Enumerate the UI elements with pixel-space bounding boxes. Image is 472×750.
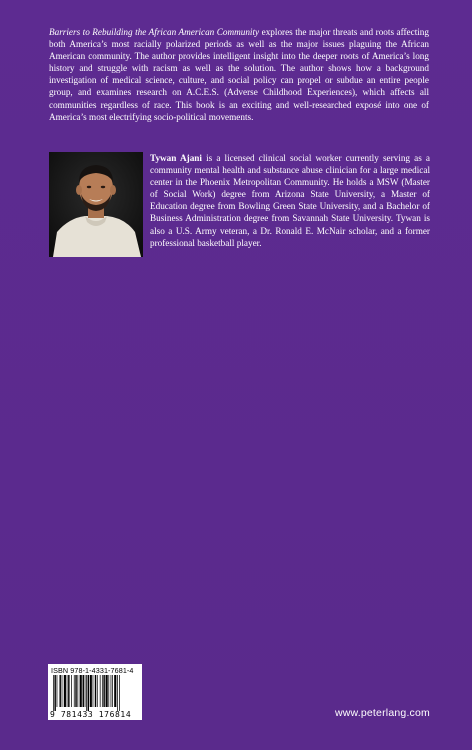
- barcode-bar: [62, 675, 63, 707]
- barcode-bar: [80, 675, 82, 707]
- barcode-bar: [119, 675, 120, 711]
- barcode-bar: [117, 675, 118, 711]
- barcode-bar: [71, 675, 72, 707]
- barcode-bar: [95, 675, 96, 707]
- barcode-bar: [112, 675, 113, 707]
- barcode-icon: [53, 675, 139, 711]
- author-bio: [150, 152, 430, 249]
- book-title: Barriers to Rebuilding the African American Community: [49, 27, 260, 37]
- barcode-bar: [111, 675, 112, 707]
- barcode-bar: [100, 675, 101, 707]
- barcode-bar: [102, 675, 103, 707]
- barcode-bar: [54, 675, 55, 711]
- isbn-barcode: [48, 664, 142, 720]
- barcode-bar: [77, 675, 78, 707]
- barcode-bar: [90, 675, 92, 707]
- author-bio-text: is a licensed clinical social worker currently serving as a community mental health and substance abuse clinician for a large medical center in the Phoenix Metropolitan Community. He holds a MSW (Master of Social Work) degree from Arizona State University, a Master of Education degree from Bowling Green State University, and a Bachelor of Business Administration degree from Savannah State University. Tywan is also a U.S. Army veteran, a Dr. Ronald E. McNair scholar, and a former professional basketball player.: [150, 153, 430, 248]
- barcode-bar: [93, 675, 94, 707]
- barcode-bar: [75, 675, 76, 707]
- barcode-bar: [108, 675, 109, 707]
- barcode-bar: [68, 675, 69, 707]
- author-photo: [49, 152, 143, 257]
- barcode-bar: [106, 675, 108, 707]
- barcode-bar: [53, 675, 54, 711]
- publisher-website[interactable]: www.peterlang.com: [334, 707, 430, 719]
- barcode-bar: [97, 675, 98, 707]
- barcode-bar: [114, 675, 116, 707]
- barcode-bar: [74, 675, 75, 707]
- barcode-bar: [67, 675, 68, 707]
- author-name: Tywan Ajani: [150, 153, 202, 163]
- book-description-text: explores the major threats and roots affecting both America’s most racially polarized periods as well as the major issues plaguing the African American community. The author provides intelligent insight into the deeper roots of America’s long history and struggle with racism as well as the solution. The author shows how a background investigation of medical science, culture, and social policy can propel or subdue an entire people group, and examines research on A.C.E.S. (Adverse Childhood Experiences), which affects all communities regardless of race. This book is an exciting and well-researched exposé into one of America’s most electrifying socio-political movements.: [49, 27, 429, 122]
- barcode-bar: [64, 675, 66, 707]
- barcode-bar: [86, 675, 87, 711]
- book-description: [49, 26, 429, 123]
- barcode-digits: 9 781433 176814: [50, 710, 132, 719]
- barcode-bar: [88, 675, 89, 711]
- barcode-bar: [59, 675, 60, 707]
- barcode-bar: [85, 675, 86, 707]
- barcode-bar: [103, 675, 104, 707]
- barcode-bar: [57, 675, 58, 707]
- isbn-number: ISBN 978-1-4331-7681-4: [51, 666, 134, 675]
- author-portrait-icon: [49, 152, 143, 257]
- barcode-bar: [83, 675, 84, 707]
